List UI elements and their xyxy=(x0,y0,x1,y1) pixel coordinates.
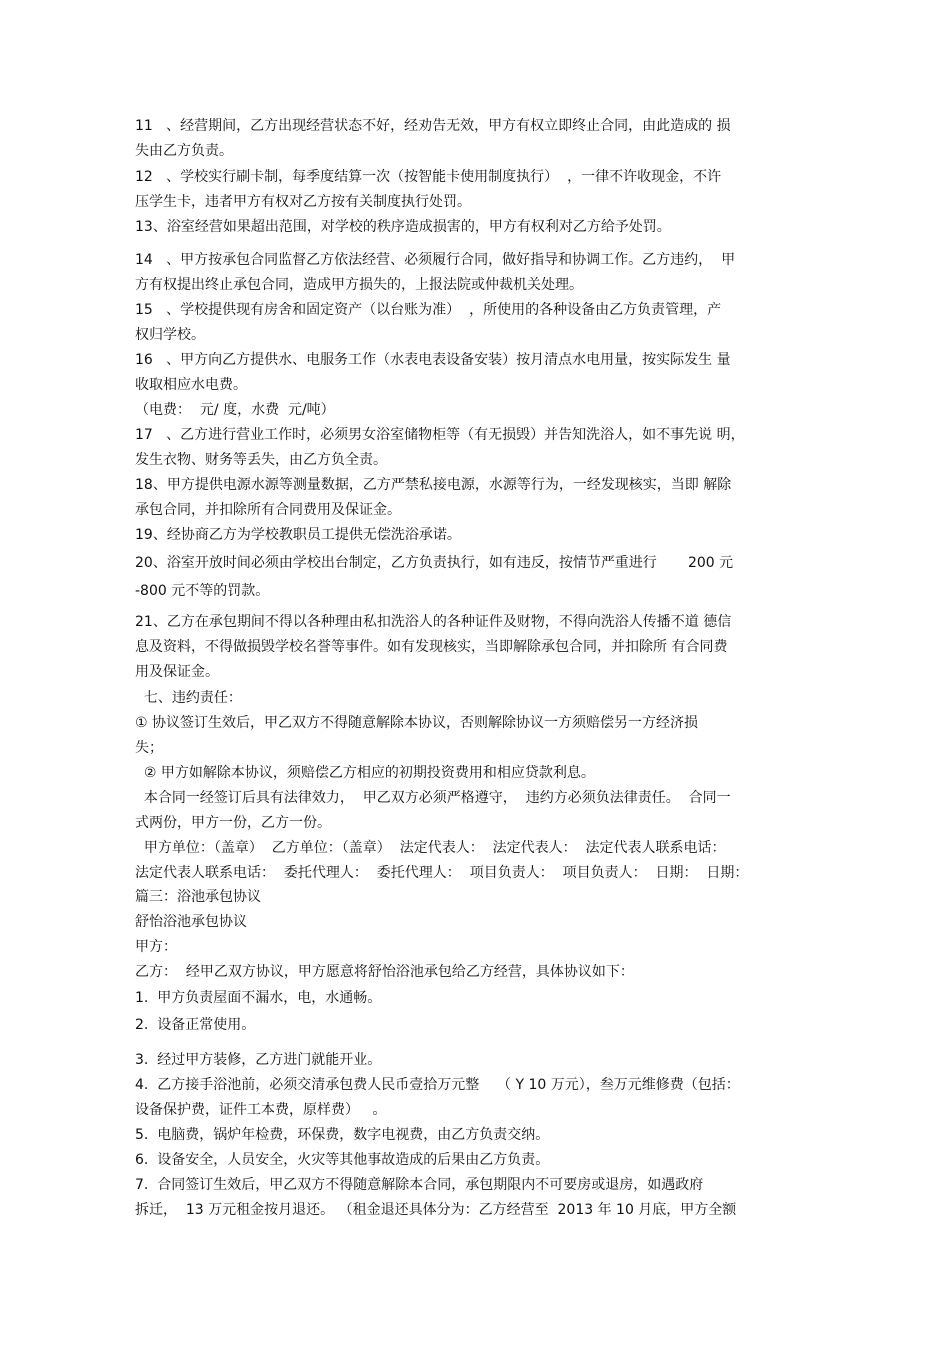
list-item: 3. 经过甲方装修，乙方进门就能开业。 xyxy=(135,1052,382,1068)
text-line: （电费： 元/ 度，水费 元/吨） xyxy=(135,402,335,418)
text-line: 20、浴室开放时间必须由学校出台制定，乙方负责执行，如有违反，按情节严重进行 200 元 xyxy=(135,555,734,571)
text-line: 失由乙方负责。 xyxy=(135,143,233,159)
text-line: 14 、甲方按承包合同监督乙方依法经营、必须履行合同，做好指导和协调工作。乙方违约， 甲 xyxy=(135,252,736,268)
list-item: 7. 合同签订生效后，甲乙双方不得随意解除本合同，承包期限内不可要房或退房，如遇政府 xyxy=(135,1177,704,1193)
text-line: 设备保护费，证件工本费，原样费） 。 xyxy=(135,1102,387,1118)
text-line: 式两份，甲方一份，乙方一份。 xyxy=(135,815,331,831)
list-item: 1. 甲方负责屋面不漏水，电，水通畅。 xyxy=(135,990,382,1006)
text-line: 12 、学校实行刷卡制，每季度结算一次（按智能卡使用制度执行） ，一律不许收现金，不许 xyxy=(135,169,722,185)
signature-line: 甲方单位：（盖章） 乙方单位：（盖章） 法定代表人： 法定代表人： 法定代表人联系电话： xyxy=(135,840,726,856)
text-line: 收取相应水电费。 xyxy=(135,377,247,393)
text-line: 方有权提出终止承包合同，造成甲方损失的，上报法院或仲裁机关处理。 xyxy=(135,277,583,293)
text-line: ② 甲方如解除本协议，须赔偿乙方相应的初期投资费用和相应贷款利息。 xyxy=(135,765,595,781)
section-heading: 篇三：浴池承包协议 xyxy=(135,889,261,905)
text-line: 拆迁， 13 万元租金按月退还。 （租金退还具体分为：乙方经营至 2013 年 10 月底，甲方全额 xyxy=(135,1202,737,1218)
list-item: 5. 电脑费，锅炉年检费，环保费，数字电视费，由乙方负责交纳。 xyxy=(135,1127,550,1143)
list-item: 6. 设备安全，人员安全，火灾等其他事故造成的后果由乙方负责。 xyxy=(135,1152,550,1168)
list-item: 4. 乙方接手浴池前，必须交清承包费人民币壹拾万元整 （ Y 10 万元），叁万元维修费（包括： xyxy=(135,1077,740,1093)
section-heading: 七、违约责任： xyxy=(135,690,242,706)
party-a-line: 甲方： xyxy=(135,939,177,955)
text-line: 18、甲方提供电源水源等测量数据，乙方严禁私接电源，水源等行为，一经发现核实，当即 解除 xyxy=(135,477,732,493)
text-line: 15 、学校提供现有房舍和固定资产（以台账为准） ，所使用的各种设备由乙方负责管理，产 xyxy=(135,302,722,318)
list-item: 2. 设备正常使用。 xyxy=(135,1017,256,1033)
text-line: 13、浴室经营如果超出范围，对学校的秩序造成损害的，甲方有权利对乙方给予处罚。 xyxy=(135,219,671,235)
signature-line: 法定代表人联系电话： 委托代理人： 委托代理人： 项目负责人： 项目负责人： 日期： 日期： xyxy=(135,865,749,881)
text-line: 息及资料，不得做损毁学校名誉等事件。如有发现核实，当即解除承包合同，并扣除所 有合同费 xyxy=(135,639,728,655)
text-line: 19、经协商乙方为学校教职员工提供无偿洗浴承诺。 xyxy=(135,527,461,543)
text-line: -800 元不等的罚款。 xyxy=(135,583,270,599)
text-line: 失； xyxy=(135,740,163,756)
document-title: 舒怡浴池承包协议 xyxy=(135,914,247,930)
text-line: 用及保证金。 xyxy=(135,664,219,680)
text-line: 权归学校。 xyxy=(135,327,205,343)
text-line: 16 、甲方向乙方提供水、电服务工作（水表电表设备安装）按月清点水电用量，按实际发生 量 xyxy=(135,352,731,368)
text-line: 11 、经营期间，乙方出现经营状态不好，经劝告无效，甲方有权立即终止合同，由此造成的 损 xyxy=(135,118,731,134)
text-line: 21、乙方在承包期间不得以各种理由私扣洗浴人的各种证件及财物，不得向洗浴人传播不道 德信 xyxy=(135,614,732,630)
text-line: 17 、乙方进行营业工作时，必须男女浴室储物柜等（有无损毁）并告知洗浴人，如不事先说 明， xyxy=(135,427,745,443)
text-line: 承包合同，并扣除所有合同费用及保证金。 xyxy=(135,502,401,518)
text-line: 发生衣物、财务等丢失，由乙方负全责。 xyxy=(135,452,387,468)
text-line: 压学生卡，违者甲方有权对乙方按有关制度执行处罚。 xyxy=(135,194,471,210)
text-line: ① 协议签订生效后，甲乙双方不得随意解除本协议，否则解除协议一方须赔偿另一方经济损 xyxy=(135,715,698,731)
text-line: 本合同一经签订后具有法律效力， 甲乙双方必须严格遵守， 违约方必须负法律责任。 合同一 xyxy=(135,790,731,806)
party-b-line: 乙方： 经甲乙双方协议，甲方愿意将舒怡浴池承包给乙方经营，具体协议如下： xyxy=(135,964,634,980)
